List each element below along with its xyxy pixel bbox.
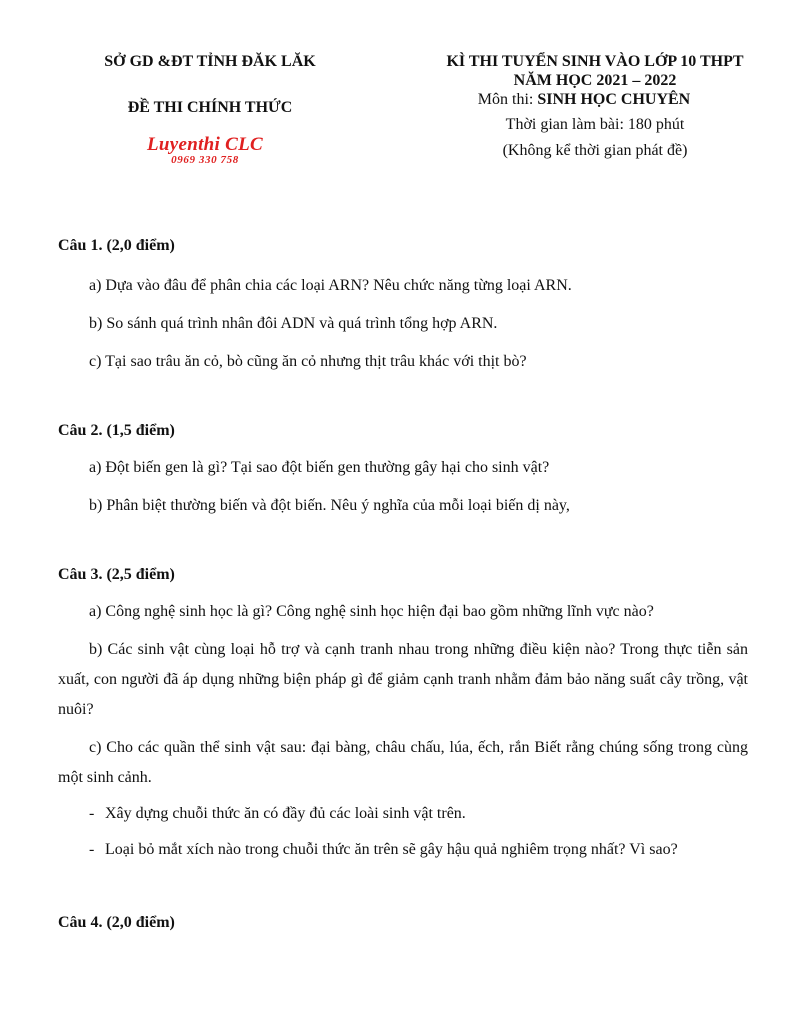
dash-item bbox=[58, 799, 748, 829]
question-item: a) Công nghệ sinh học là gì? Công nghệ sinh học hiện đại bao gồm những lĩnh vực nào? bbox=[89, 603, 654, 620]
question-1 bbox=[58, 236, 748, 377]
school-year: NĂM HỌC 2021 – 2022 bbox=[513, 72, 677, 89]
dash-bullet: - bbox=[89, 841, 95, 858]
question-item: c) Tại sao trâu ăn cỏ, bò cũng ăn cỏ nhưng thịt trâu khác với thịt bò? bbox=[89, 353, 527, 370]
question-item: b) Phân biệt thường biến và đột biến. Nêu ý nghĩa của mỗi loại biến dị này, bbox=[89, 497, 570, 514]
question-title: Câu 4. (2,0 điểm) bbox=[58, 914, 175, 931]
dash-item-text: Loại bỏ mắt xích nào trong chuỗi thức ăn trên sẽ gây hậu quả nghiêm trọng nhất? Vì sao? bbox=[105, 841, 678, 858]
question-title: Câu 2. (1,5 điểm) bbox=[58, 422, 175, 439]
question-item: b) So sánh quá trình nhân đôi ADN và quá trình tổng hợp ARN. bbox=[89, 315, 498, 332]
exam-title: KÌ THI TUYỂN SINH VÀO LỚP 10 THPT bbox=[446, 53, 744, 70]
question-item: b) Các sinh vật cùng loại hỗ trợ và cạnh tranh nhau trong những điều kiện nào? Trong thực tiễn sản xuất, con người đã áp dụng những biện pháp gì để giảm cạnh tranh nhằm đảm bảo năng suất cây trồng, vật nuôi? bbox=[58, 641, 748, 718]
question-item: a) Dựa vào đâu để phân chia các loại ARN? Nêu chức năng từng loại ARN. bbox=[89, 277, 572, 294]
exam-note: (Không kể thời gian phát đề) bbox=[502, 142, 688, 159]
question-2 bbox=[58, 421, 748, 521]
subject-label: Môn thi: bbox=[477, 91, 538, 108]
official-exam-label: ĐỀ THI CHÍNH THỨC bbox=[127, 99, 293, 116]
header-left bbox=[60, 52, 380, 166]
question-title: Câu 1. (2,0 điểm) bbox=[58, 237, 175, 254]
question-item: c) Cho các quần thể sinh vật sau: đại bàng, châu chấu, lúa, ếch, rắn Biết rằng chúng sống trong cùng một sinh cảnh. bbox=[58, 739, 748, 786]
department-name: SỞ GD &ĐT TỈNH ĐĂK LĂK bbox=[104, 53, 316, 70]
logo-phone: 0969 330 758 bbox=[171, 154, 239, 166]
logo-brand: Luyenthi CLC bbox=[146, 134, 264, 155]
question-4 bbox=[58, 913, 748, 933]
question-item: a) Đột biến gen là gì? Tại sao đột biến gen thường gây hại cho sinh vật? bbox=[89, 459, 550, 476]
question-3 bbox=[58, 565, 748, 865]
header-right bbox=[410, 52, 780, 161]
exam-content bbox=[58, 236, 748, 933]
dash-item-text: Xây dựng chuỗi thức ăn có đầy đủ các loài sinh vật trên. bbox=[105, 805, 466, 822]
watermark-logo bbox=[30, 136, 380, 166]
exam-duration: Thời gian làm bài: 180 phút bbox=[505, 116, 685, 133]
dash-bullet: - bbox=[89, 805, 95, 822]
subject-value: SINH HỌC CHUYÊN bbox=[537, 91, 691, 108]
dash-item bbox=[58, 835, 748, 865]
subject-line bbox=[388, 90, 780, 109]
question-title: Câu 3. (2,5 điểm) bbox=[58, 566, 175, 583]
